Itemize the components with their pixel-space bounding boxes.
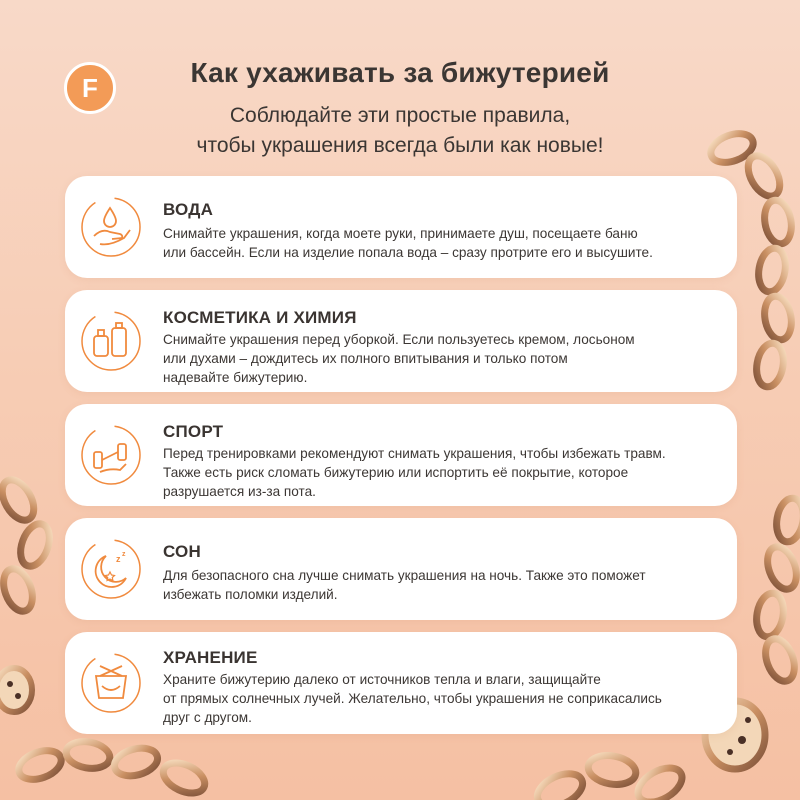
card-text-line: надевайте бижутерию. — [163, 370, 308, 385]
card-text-line: Перед тренировками рекомендуют снимать украшения, чтобы избежать травм. — [163, 446, 666, 461]
water-hand-icon — [80, 196, 142, 258]
card-text-line: Снимайте украшения, когда моете руки, принимаете душ, посещаете баню — [163, 226, 638, 241]
card-text — [163, 670, 723, 727]
card-text — [163, 566, 723, 604]
card-text-line: или духами – дождитесь их полного впитывания и только потом — [163, 351, 568, 366]
page-subtitle — [0, 101, 800, 161]
subtitle-line: Соблюдайте эти простые правила, — [229, 104, 571, 127]
care-card-storage — [65, 632, 737, 734]
svg-text:z: z — [116, 554, 121, 564]
storage-box-icon — [80, 652, 142, 714]
card-title: СОН — [163, 542, 201, 561]
cosmetics-bottles-icon — [80, 310, 142, 372]
card-text-line: или бассейн. Если на изделие попала вода – сразу протрите его и высушите. — [163, 245, 653, 260]
card-text — [163, 224, 723, 262]
subtitle-line: чтобы украшения всегда были как новые! — [196, 134, 604, 157]
card-title: ХРАНЕНИЕ — [163, 648, 258, 667]
card-title: ВОДА — [163, 200, 214, 219]
card-text-line: избежать поломки изделий. — [163, 587, 338, 602]
card-text-line: Храните бижутерию далеко от источников тепла и влаги, защищайте — [163, 672, 601, 687]
logo-letter: F — [82, 73, 98, 103]
page-title: Как ухаживать за бижутерией — [190, 57, 610, 88]
dumbbell-hand-icon — [80, 424, 142, 486]
care-card-sleep — [65, 518, 737, 620]
card-text-line: Снимайте украшения перед уборкой. Если пользуетесь кремом, лосьоном — [163, 332, 635, 347]
card-text — [163, 330, 723, 387]
care-card-sport — [65, 404, 737, 506]
card-title: КОСМЕТИКА И ХИМИЯ — [163, 308, 357, 327]
care-card-water — [65, 176, 737, 278]
card-text-line: Для безопасного сна лучше снимать украшения на ночь. Также это поможет — [163, 568, 646, 583]
card-text-line: друг с другом. — [163, 710, 252, 725]
card-text — [163, 444, 723, 501]
card-text-line: разрушается из-за пота. — [163, 484, 316, 499]
moon-sleep-icon — [80, 538, 142, 600]
card-title: СПОРТ — [163, 422, 224, 441]
card-text-line: Также есть риск сломать бижутерию или испортить её покрытие, которое — [163, 465, 629, 480]
care-card-cosmetics — [65, 290, 737, 392]
card-text-line: от прямых солнечных лучей. Желательно, чтобы украшения не соприкасались — [163, 691, 662, 706]
svg-text:z: z — [122, 551, 126, 558]
